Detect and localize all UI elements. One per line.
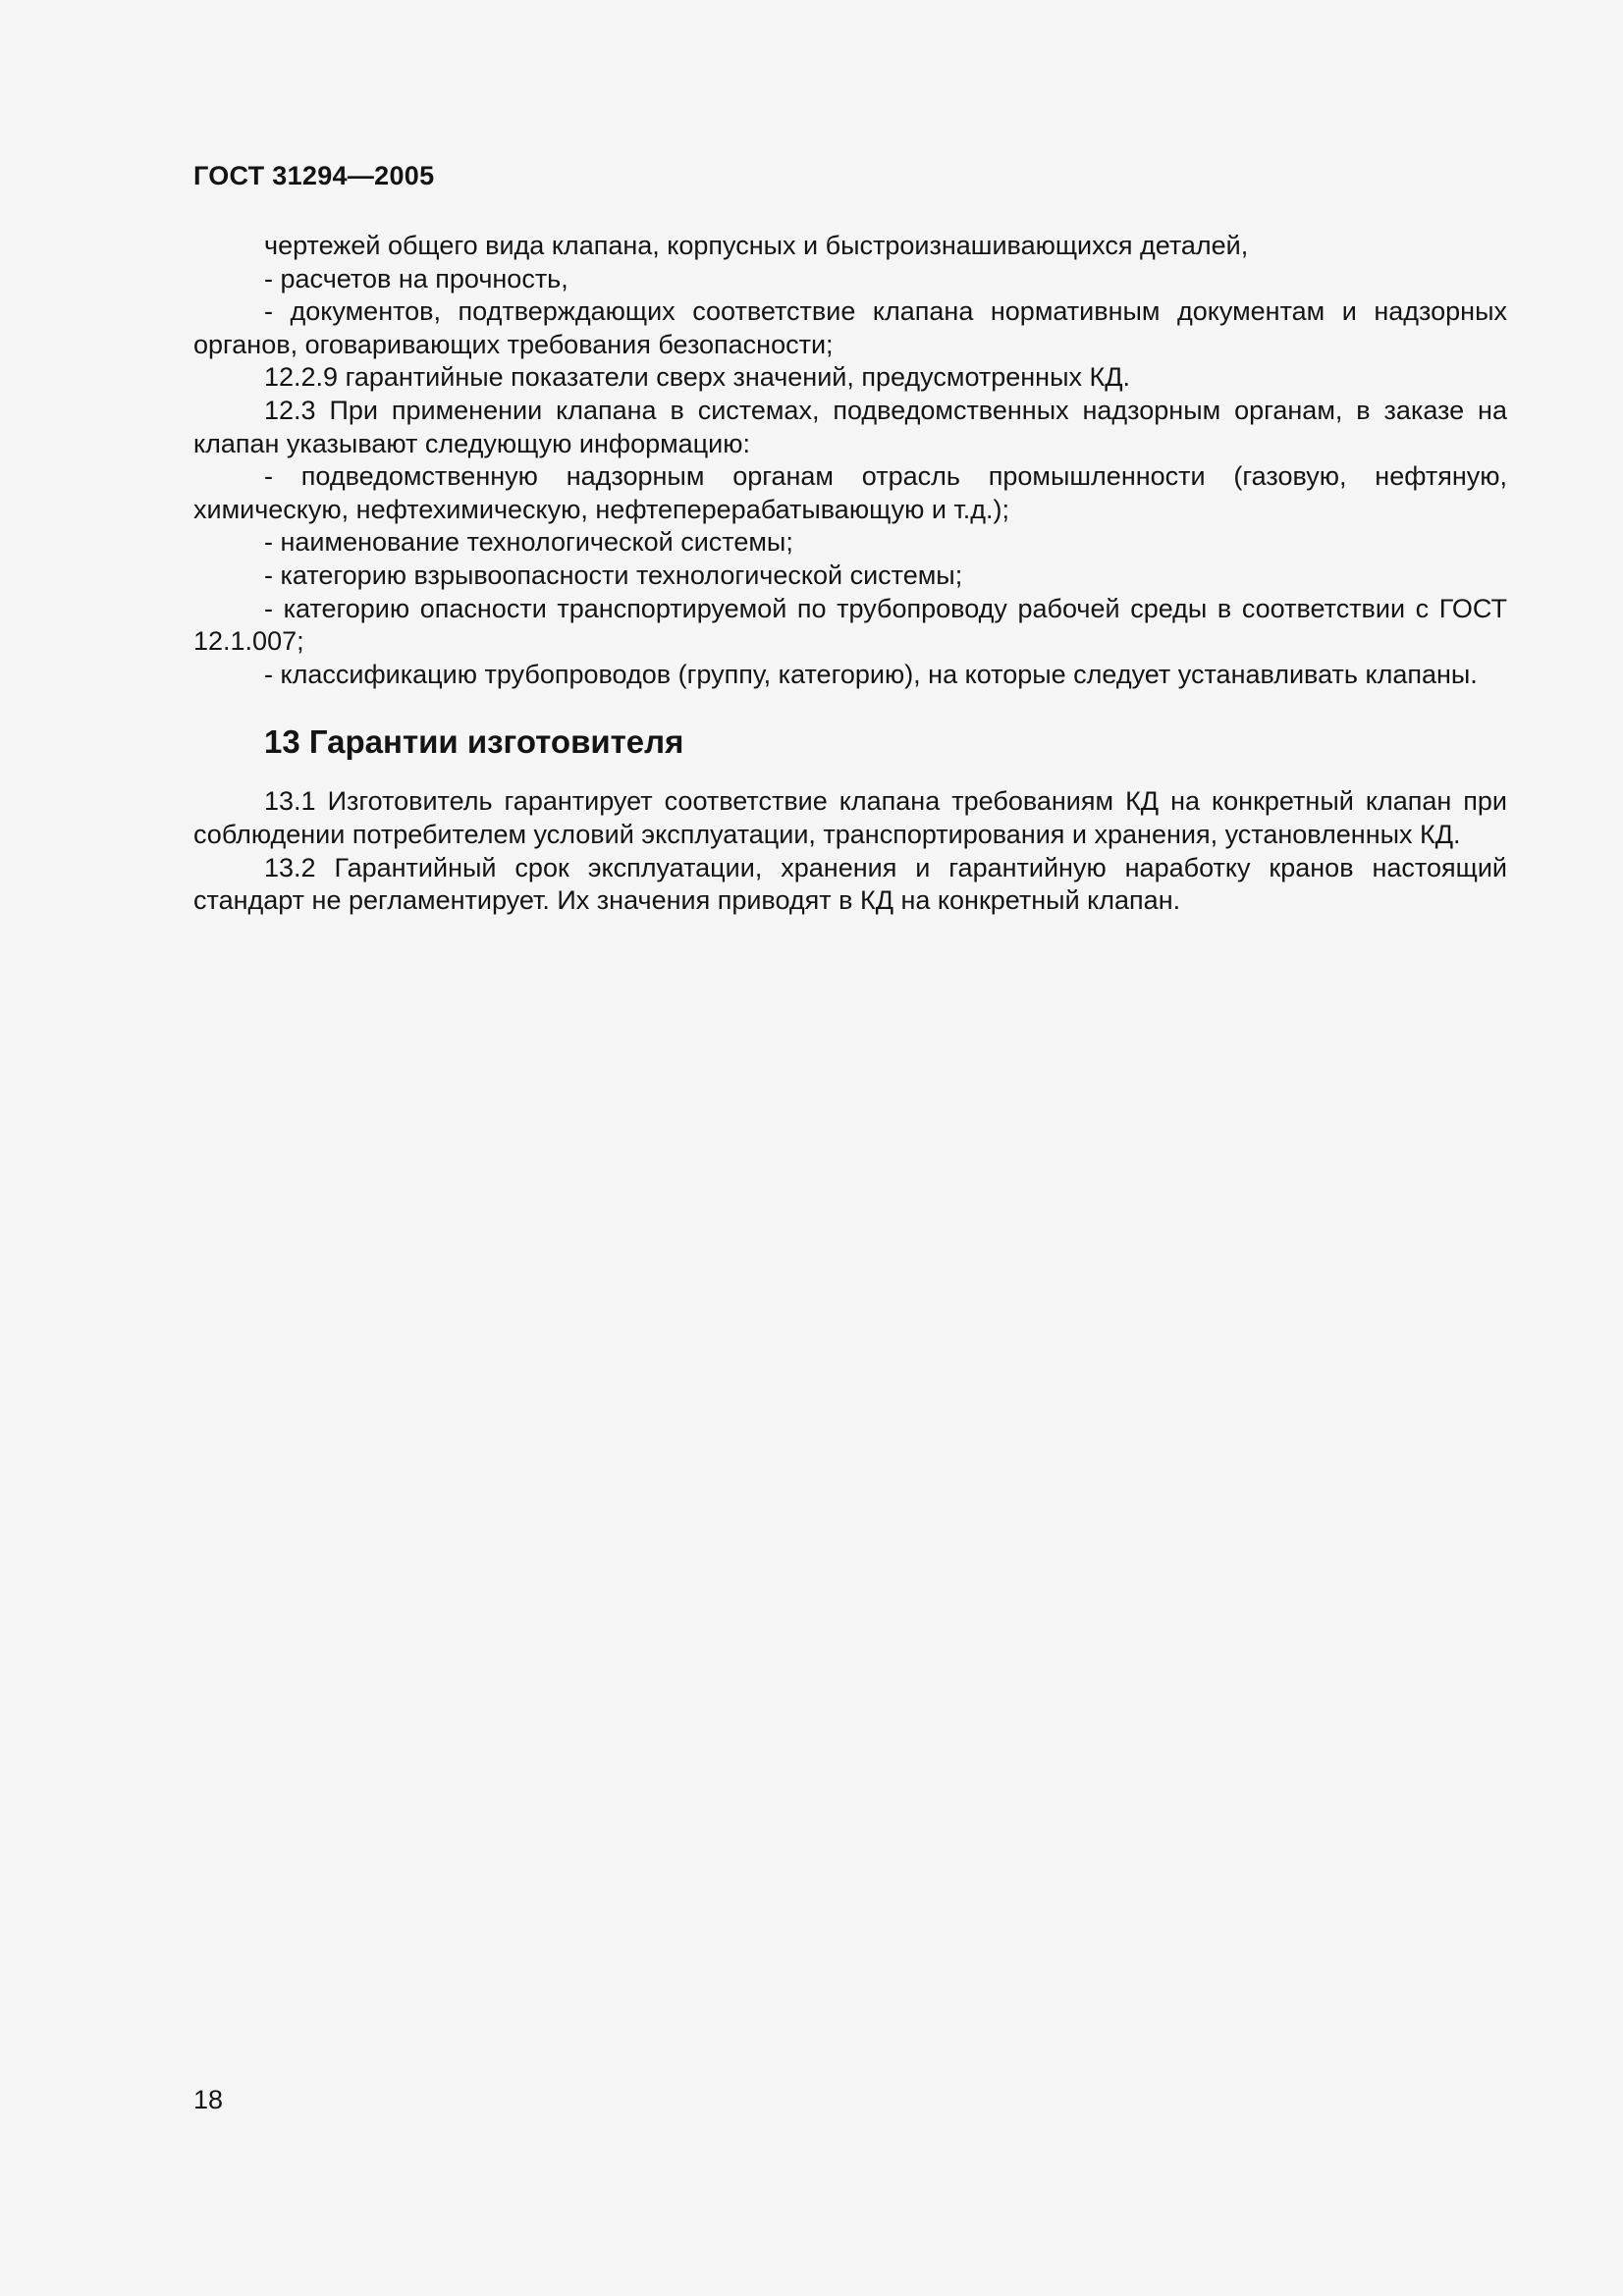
paragraph-industry-item: - подведомственную надзорным органам отрасль промышленности (газовую, нефтяную, химическую, нефтехимическую, нефтеперерабатывающую и т.д.); [193, 461, 1507, 524]
paragraph-pipeline-classification-item: - классификацию трубопроводов (группу, категорию), на которые следует устанавливать клапаны. [264, 659, 1478, 689]
paragraph-13-2: 13.2 Гарантийный срок эксплуатации, хранения и гарантийную наработку кранов настоящий стандарт не регламентирует. Их значения приводят в КД на конкретный клапан. [193, 852, 1507, 916]
document-code-header: ГОСТ 31294—2005 [193, 161, 435, 190]
section-13-heading: 13 Гарантии изготовителя [264, 723, 684, 761]
paragraph-compliance-docs-item: - документов, подтверждающих соответствие клапана нормативным документам и надзорных органов, оговаривающих требования безопасности; [193, 296, 1507, 359]
paragraph-12-3: 12.3 При применении клапана в системах, подведомственных надзорным органам, в заказе на клапан указывают следующую информацию: [193, 395, 1507, 458]
paragraph-12-2-9: 12.2.9 гарантийные показатели сверх значений, предусмотренных КД. [264, 362, 1131, 393]
paragraph-hazard-category-item: - категорию опасности транспортируемой по трубопроводу рабочей среды в соответствии с ГОСТ 12.1.007; [193, 593, 1507, 657]
paragraph-drawings-item: чертежей общего вида клапана, корпусных и быстроизнашивающихся деталей, [264, 231, 1249, 260]
page-content [193, 230, 1507, 918]
paragraph-13-1: 13.1 Изготовитель гарантирует соответствие клапана требованиям КД на конкретный клапан при соблюдении потребителем условий эксплуатации, транспортирования и хранения, установленных КД. [193, 786, 1507, 849]
paragraph-explosion-category-item: - категорию взрывоопасности технологической системы; [264, 560, 963, 590]
paragraph-strength-calc-item: - расчетов на прочность, [264, 263, 568, 294]
page-number: 18 [193, 2085, 224, 2114]
paragraph-system-name-item: - наименование технологической системы; [264, 527, 793, 558]
